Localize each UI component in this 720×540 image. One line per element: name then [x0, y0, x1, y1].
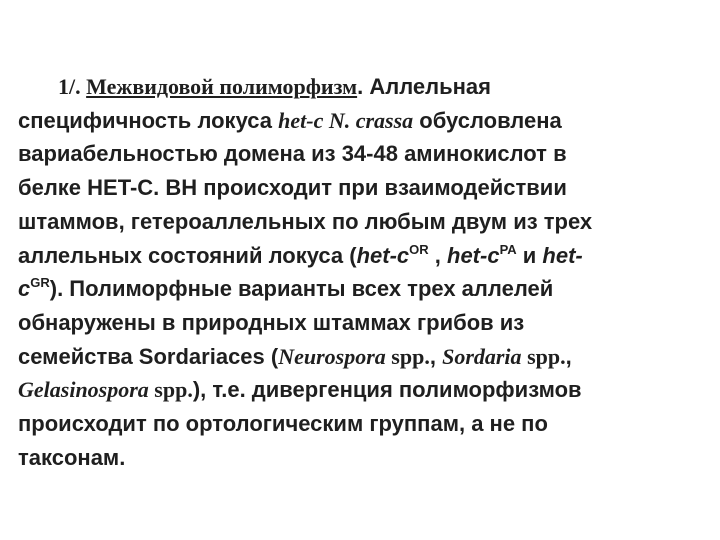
text-run: происходит по ортологическим группам, а не по — [18, 411, 548, 437]
text-run: обусловлена — [413, 107, 562, 133]
text-run: таксонам. — [18, 444, 126, 470]
text-run: . Аллельная — [357, 74, 491, 99]
line-11 — [18, 407, 708, 441]
text-run: обнаружены в природных штаммах грибов из — [18, 309, 525, 335]
text-run: аллельных состояний локуса ( — [18, 242, 357, 268]
line-7 — [18, 272, 708, 306]
superscript: OR — [409, 241, 429, 257]
superscript: GR — [30, 275, 50, 291]
line-4 — [18, 171, 708, 205]
line-2 — [18, 104, 708, 138]
italic-term: het-c N. crassa — [278, 107, 414, 133]
text-run: , — [565, 343, 572, 369]
text-run: ), т.е. дивергенция полиморфизмов — [192, 377, 582, 403]
text-run: штаммов, гетероаллельных по любым двум из трех — [18, 208, 593, 234]
line-5 — [18, 205, 708, 239]
text-run: белке HET-C. ВН происходит при взаимодействии — [18, 175, 567, 201]
line-1 — [18, 70, 708, 104]
line-10 — [18, 373, 708, 407]
superscript: PA — [499, 241, 517, 257]
italic-term: het-c — [447, 242, 500, 268]
text-run: специфичность локуса — [18, 107, 279, 133]
paragraph — [18, 70, 708, 474]
text-run: spp. — [385, 343, 430, 369]
heading-term: Межвидовой полиморфизм — [86, 74, 358, 99]
text-run: ). Полиморфные варианты всех трех аллелей — [49, 276, 554, 302]
text-run: семейства Sordariaces ( — [18, 343, 279, 369]
line-12 — [18, 441, 708, 475]
text-run: , — [428, 242, 447, 268]
text-run: и — [516, 242, 543, 268]
line-9 — [18, 340, 708, 374]
text-run: spp. — [521, 343, 566, 369]
line-8 — [18, 306, 708, 340]
italic-term: c — [18, 276, 31, 302]
text-run: , — [429, 343, 443, 369]
italic-term: Neurospora — [278, 343, 386, 369]
numbering: 1/. — [58, 74, 87, 99]
text-run: вариабельностью домена из 34-48 аминокислот в — [18, 141, 567, 167]
italic-term: het-c — [356, 242, 410, 268]
italic-term: Gelasinospora — [18, 377, 149, 403]
line-6 — [18, 239, 708, 273]
text-run: spp. — [148, 377, 193, 403]
italic-term: het- — [542, 242, 583, 268]
italic-term: Sordaria — [442, 343, 522, 369]
line-3 — [18, 137, 708, 171]
